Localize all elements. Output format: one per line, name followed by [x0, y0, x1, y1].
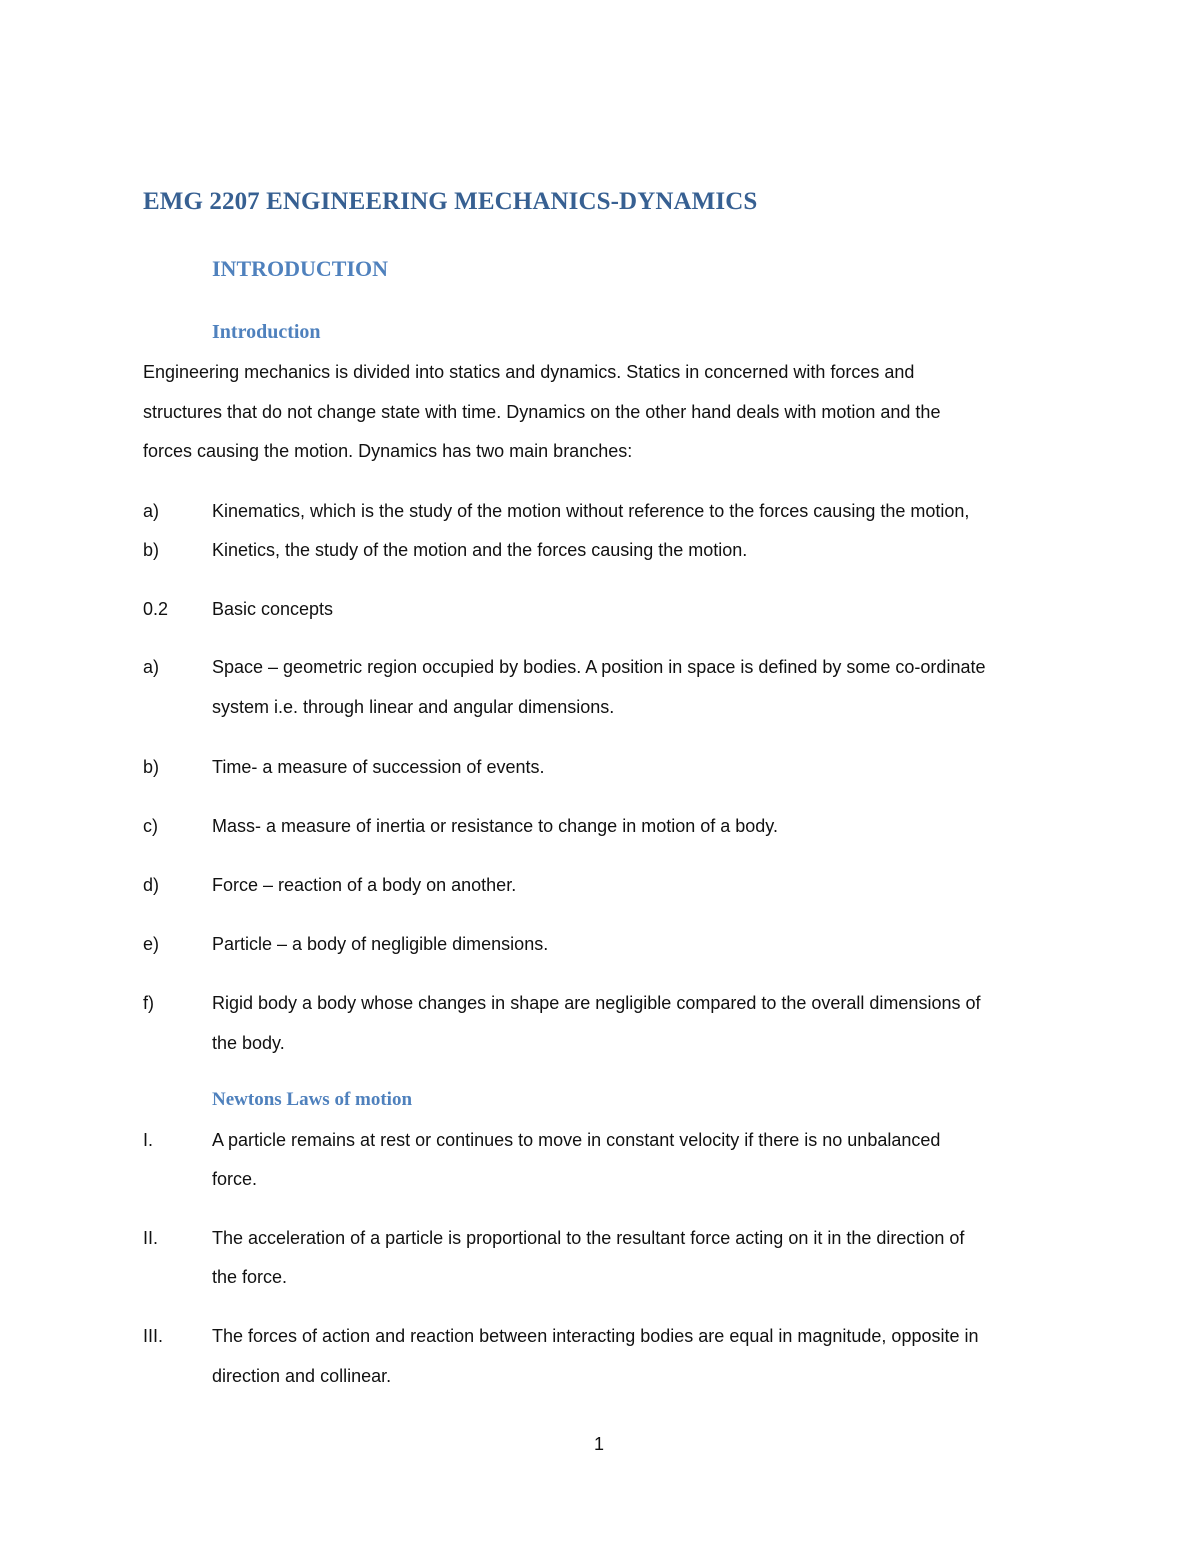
list-item: Time- a measure of succession of events. [212, 757, 545, 777]
intro-heading: Introduction [212, 321, 321, 343]
list-item-continuation: the body. [212, 1033, 285, 1053]
intro-line: forces causing the motion. Dynamics has two main branches: [143, 441, 633, 461]
list-item: A particle remains at rest or continues to move in constant velocity if there is no unbalanced [212, 1130, 941, 1150]
list-item: Rigid body a body whose changes in shape are negligible compared to the overall dimensions of [212, 993, 981, 1013]
list-marker: e) [143, 934, 160, 954]
list-marker: b) [143, 757, 160, 777]
list-item: Kinetics, the study of the motion and the forces causing the motion. [212, 540, 748, 560]
list-marker: II. [143, 1228, 159, 1248]
list-marker: c) [143, 816, 158, 836]
list-item: Mass- a measure of inertia or resistance to change in motion of a body. [212, 816, 778, 836]
list-item: Particle – a body of negligible dimensions. [212, 934, 549, 954]
page-number: 1 [594, 1434, 605, 1454]
section-number: 0.2 [143, 599, 169, 619]
document-title: EMG 2207 ENGINEERING MECHANICS-DYNAMICS [143, 188, 758, 215]
list-item: The forces of action and reaction between interacting bodies are equal in magnitude, opposite in [212, 1326, 979, 1346]
list-marker: I. [143, 1130, 154, 1150]
list-marker: f) [143, 993, 154, 1013]
list-item: Kinematics, which is the study of the motion without reference to the forces causing the motion, [212, 501, 970, 521]
intro-line: Engineering mechanics is divided into statics and dynamics. Statics in concerned with forces and [143, 362, 915, 382]
list-item: The acceleration of a particle is proportional to the resultant force acting on it in the direction of [212, 1228, 965, 1248]
intro-line: structures that do not change state with time. Dynamics on the other hand deals with motion and the [143, 402, 941, 422]
list-item-continuation: system i.e. through linear and angular dimensions. [212, 697, 615, 717]
list-marker: b) [143, 540, 160, 560]
newton-heading: Newtons Laws of motion [212, 1089, 413, 1110]
section-heading: INTRODUCTION [212, 256, 389, 281]
list-marker: a) [143, 657, 160, 677]
list-item: Space – geometric region occupied by bodies. A position in space is defined by some co-ordinate [212, 657, 986, 677]
section-title: Basic concepts [212, 599, 334, 619]
list-item-continuation: the force. [212, 1267, 288, 1287]
list-item-continuation: direction and collinear. [212, 1366, 392, 1386]
list-item: Force – reaction of a body on another. [212, 875, 517, 895]
list-marker: III. [143, 1326, 164, 1346]
list-item-continuation: force. [212, 1169, 258, 1189]
list-marker: d) [143, 875, 160, 895]
list-marker: a) [143, 501, 160, 521]
